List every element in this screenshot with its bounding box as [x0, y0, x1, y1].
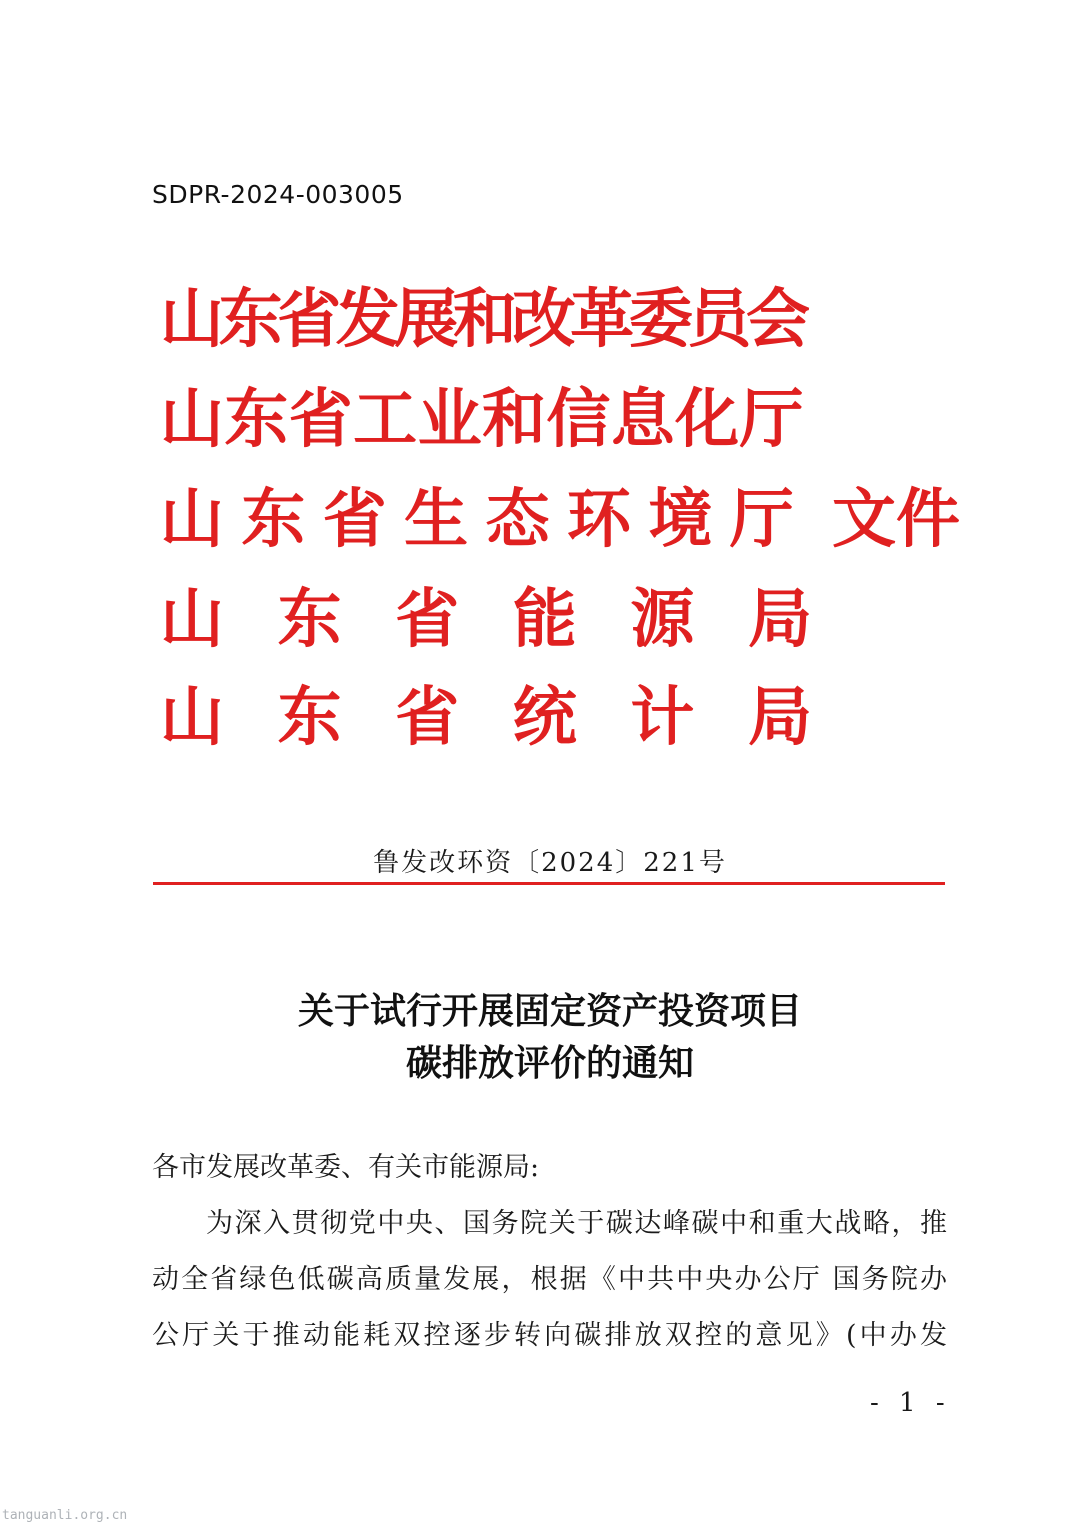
red-separator-line	[153, 882, 945, 885]
issuer-char: 局	[747, 680, 812, 755]
issuer-char: 展	[394, 282, 459, 357]
issuer-char: 工	[353, 382, 418, 457]
issuer-char: 统	[512, 680, 577, 755]
issuer-line-5	[160, 678, 812, 758]
issuer-char: 山	[160, 680, 224, 755]
issuer-char: 业	[417, 382, 482, 457]
title-line-1: 关于试行开展固定资产投资项目	[297, 990, 802, 1032]
issuer-char: 省	[395, 680, 460, 755]
issuer-char: 局	[747, 582, 812, 657]
document-title	[0, 985, 1080, 1089]
issuer-line-2	[160, 380, 804, 460]
title-line-2: 碳排放评价的通知	[405, 1042, 694, 1084]
issuer-char: 山	[160, 282, 224, 357]
issuer-char: 山	[160, 482, 224, 557]
issuer-line-1	[160, 280, 810, 360]
issuer-char: 生	[404, 482, 469, 557]
issuer-char: 厅	[729, 482, 794, 557]
issuer-char: 省	[322, 482, 387, 557]
issuer-line-3	[160, 480, 811, 560]
issuer-char: 环	[566, 482, 631, 557]
body-line: 动全省绿色低碳高质量发展，根据《中共中央办公厅 国务院办	[152, 1264, 947, 1295]
issuer-line-4	[160, 580, 812, 660]
issuer-char: 东	[277, 582, 342, 657]
issuer-char: 会	[745, 282, 810, 357]
issuer-char: 革	[570, 282, 635, 357]
issuer-char: 东	[218, 282, 283, 357]
issuer-char: 厅	[739, 382, 804, 457]
document-number: 鲁发改环资〔2024〕221号	[373, 848, 727, 878]
site-watermark: tanguanli.org.cn	[2, 1508, 128, 1523]
issuer-char: 员	[687, 282, 752, 357]
issuer-char: 计	[630, 680, 695, 755]
document-body	[152, 1140, 947, 1364]
issuer-char: 发	[335, 282, 400, 357]
page-number: - 1 -	[870, 1388, 951, 1418]
issuer-char: 境	[648, 482, 713, 557]
issuer-char: 东	[224, 382, 289, 457]
issuer-char: 信	[546, 382, 611, 457]
salutation: 各市发展改革委、有关市能源局:	[152, 1152, 540, 1183]
body-line: 为深入贯彻党中央、国务院关于碳达峰碳中和重大战略，推	[206, 1208, 947, 1239]
issuer-char: 态	[485, 482, 550, 557]
issuer-char: 东	[277, 680, 342, 755]
issuer-char: 和	[481, 382, 546, 457]
issuer-char: 和	[452, 282, 517, 357]
issuer-char: 山	[160, 382, 224, 457]
body-line: 公厅关于推动能耗双控逐步转向碳排放双控的意见》(中办发	[152, 1320, 947, 1351]
issuer-char: 省	[277, 282, 342, 357]
issuer-char: 息	[610, 382, 675, 457]
issuer-char: 化	[675, 382, 740, 457]
issuer-char: 省	[288, 382, 353, 457]
issuer-char: 委	[628, 282, 693, 357]
issuer-char: 山	[160, 582, 224, 657]
document-code: SDPR-2024-003005	[152, 180, 404, 209]
issuer-char: 改	[511, 282, 576, 357]
issuer-char: 源	[630, 582, 695, 657]
issuer-char: 省	[395, 582, 460, 657]
issuer-suffix-wenjian: 文件	[832, 482, 960, 557]
issuer-char: 东	[241, 482, 306, 557]
issuer-char: 能	[512, 582, 577, 657]
